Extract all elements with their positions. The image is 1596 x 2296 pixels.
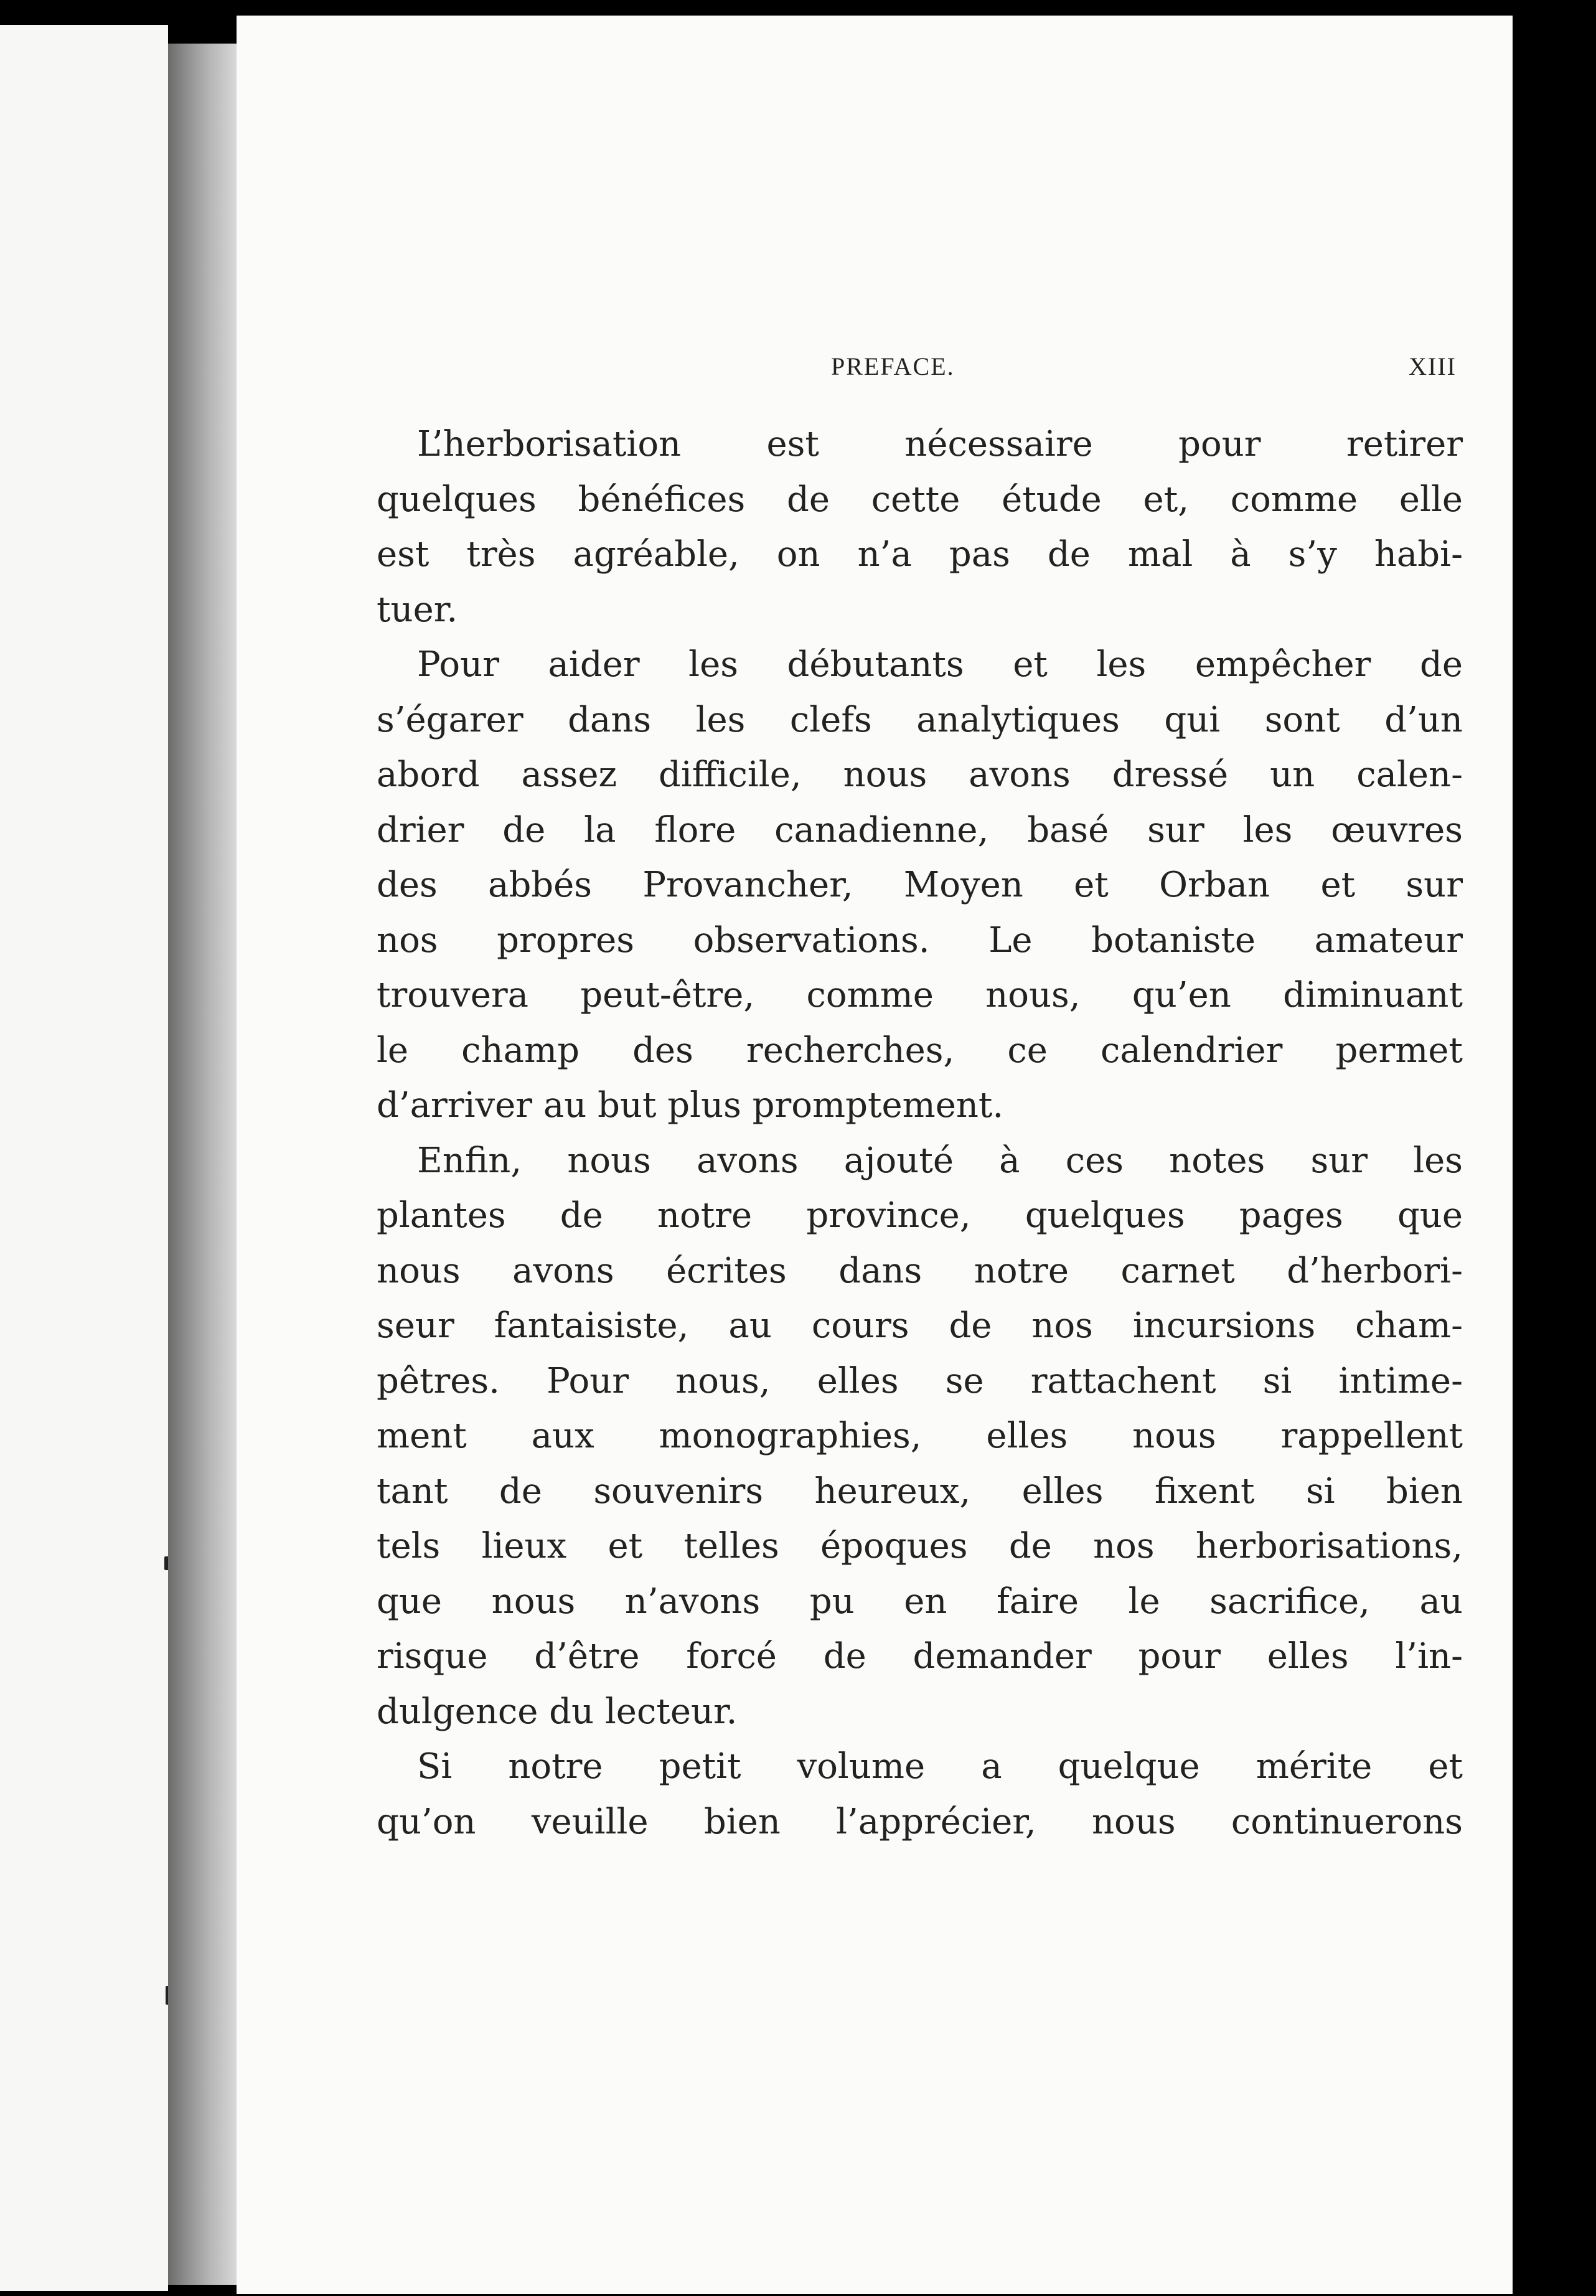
- text-line: ment aux monographies, elles nous rappellent: [377, 1416, 1463, 1456]
- body-text: [377, 417, 1463, 1850]
- paragraph: [377, 638, 1463, 1134]
- text-line: plantes de notre province, quelques pages que: [377, 1195, 1463, 1236]
- running-head: [361, 339, 1469, 389]
- text-line: des abbés Provancher, Moyen et Orban et sur: [377, 865, 1463, 905]
- paragraph: [377, 1739, 1463, 1850]
- text-line: Pour aider les débutants et les empêcher de: [417, 644, 1463, 685]
- text-line: tels lieux et telles époques de nos herborisations,: [377, 1526, 1463, 1566]
- text-line: risque d’être forcé de demander pour elles l’in-: [377, 1636, 1463, 1677]
- text-line: L’herborisation est nécessaire pour retirer: [417, 424, 1463, 464]
- text-line: quelques bénéfices de cette étude et, comme elle: [377, 479, 1463, 520]
- text-line: drier de la flore canadienne, basé sur les œuvres: [377, 809, 1463, 850]
- book-page: [237, 16, 1513, 2294]
- running-head-title: PREFACE.: [831, 352, 955, 380]
- text-line: trouvera peut-être, comme nous, qu’en diminuant: [377, 975, 1463, 1015]
- text-line: Enfin, nous avons ajouté à ces notes sur les: [417, 1140, 1463, 1181]
- text-line: seur fantaisiste, au cours de nos incursions cham-: [377, 1306, 1463, 1346]
- text-line: est très agréable, on n’a pas de mal à s’y habi-: [377, 534, 1463, 575]
- paragraph: [377, 417, 1463, 638]
- paragraph: [377, 1134, 1463, 1740]
- text-line: abord assez difficile, nous avons dressé un calen-: [377, 755, 1463, 795]
- left-page-margin: [0, 25, 168, 2291]
- book-gutter-shadow: [168, 44, 237, 2285]
- text-line: le champ des recherches, ce calendrier permet: [377, 1030, 1463, 1071]
- text-line: nos propres observations. Le botaniste amateur: [377, 920, 1463, 961]
- text-line: s’égarer dans les clefs analytiques qui sont d’un: [377, 699, 1463, 740]
- text-line: dulgence du lecteur.: [377, 1691, 738, 1732]
- text-line: tuer.: [377, 589, 458, 630]
- text-line: que nous n’avons pu en faire le sacrifice, au: [377, 1581, 1463, 1622]
- text-line: pêtres. Pour nous, elles se rattachent si intime-: [377, 1360, 1463, 1401]
- text-line: nous avons écrites dans notre carnet d’herbori-: [377, 1250, 1463, 1291]
- text-line: d’arriver au but plus promptement.: [377, 1085, 1004, 1126]
- text-line: qu’on veuille bien l’apprécier, nous continuerons: [377, 1801, 1463, 1842]
- text-line: Si notre petit volume a quelque mérite et: [417, 1746, 1463, 1787]
- text-line: tant de souvenirs heureux, elles fixent si bien: [377, 1470, 1463, 1512]
- page-number: XIII: [1409, 352, 1457, 380]
- scan-border: [1513, 0, 1596, 2296]
